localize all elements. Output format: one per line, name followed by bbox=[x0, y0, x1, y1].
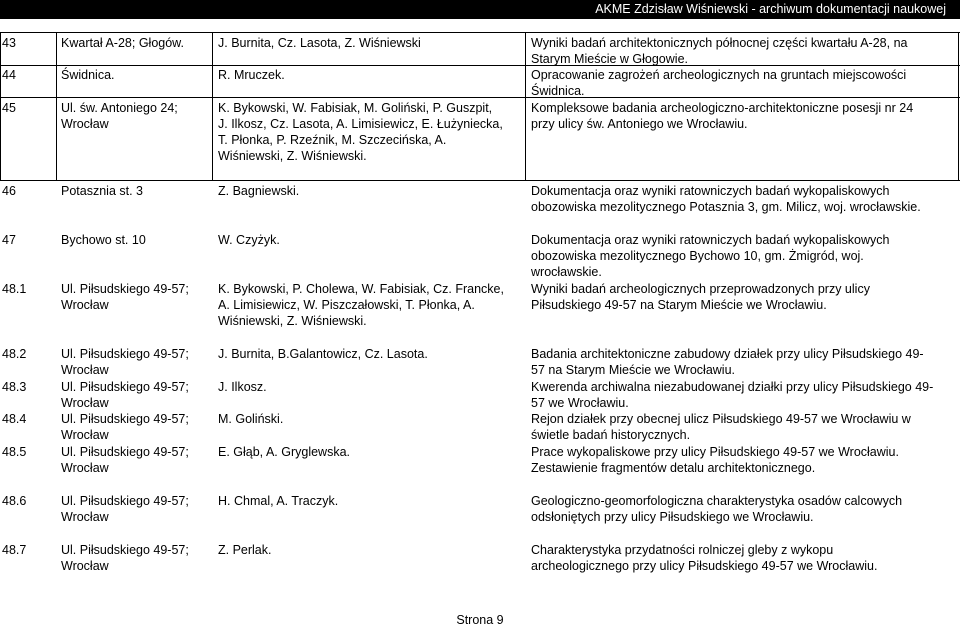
table-rule bbox=[0, 32, 1, 181]
record-authors: K. Bykowski, W. Fabisiak, M. Goliński, P. Guszpit, J. Ilkosz, Cz. Lasota, A. Limisiewicz, E. Łużyniecka, T. Płonka, P. Rzeźnik, M. Szczecińska, A. Wiśniewski, Z. Wiśniewski. bbox=[218, 101, 503, 163]
record-title: Rejon działek przy obecnej ulicz Piłsudskiego 49-57 we Wrocławiu w świetle badań historycznych. bbox=[531, 412, 911, 442]
table-rule bbox=[0, 32, 960, 33]
record-number: 48.3 bbox=[2, 380, 27, 394]
record-number: 48.1 bbox=[2, 282, 27, 296]
record-title: Kwerenda archiwalna niezabudowanej działki przy ulicy Piłsudskiego 49- 57 we Wrocławiu. bbox=[531, 380, 934, 410]
record-title: Dokumentacja oraz wyniki ratowniczych badań wykopaliskowych obozowiska mezolitycznego Bychowo 10, gm. Żmigród, woj. wrocławskie. bbox=[531, 233, 890, 279]
record-location: Ul. Piłsudskiego 49-57; Wrocław bbox=[61, 412, 189, 442]
record-location: Ul. Piłsudskiego 49-57; Wrocław bbox=[61, 282, 189, 312]
record-title: Charakterystyka przydatności rolniczej gleby z wykopu archeologicznego przy ulicy Piłsudskiego 49-57 we Wrocławiu. bbox=[531, 543, 878, 573]
record-title: Wyniki badań architektonicznych północnej części kwartału A-28, na Starym Mieście w Głogowie. bbox=[531, 36, 908, 66]
table-rule bbox=[0, 180, 960, 181]
record-location: Potasznia st. 3 bbox=[61, 184, 143, 198]
record-title: Wyniki badań archeologicznych przeprowadzonych przy ulicy Piłsudskiego 49-57 na Starym Mieście we Wrocławiu. bbox=[531, 282, 870, 312]
record-authors: H. Chmal, A. Traczyk. bbox=[218, 494, 339, 508]
record-authors: Z. Perlak. bbox=[218, 543, 272, 557]
record-authors: J. Ilkosz. bbox=[218, 380, 267, 394]
record-number: 46 bbox=[2, 184, 16, 198]
record-authors: W. Czyżyk. bbox=[218, 233, 280, 247]
record-number: 48.5 bbox=[2, 445, 27, 459]
record-location: Świdnica. bbox=[61, 68, 115, 82]
table-rule bbox=[958, 32, 959, 181]
record-number: 43 bbox=[2, 36, 16, 50]
table-rule bbox=[212, 32, 213, 181]
record-location: Ul. Piłsudskiego 49-57; Wrocław bbox=[61, 543, 189, 573]
record-authors: K. Bykowski, P. Cholewa, W. Fabisiak, Cz. Francke, A. Limisiewicz, W. Piszczałowski, T. Płonka, A. Wiśniewski, Z. Wiśniewski. bbox=[218, 282, 504, 328]
record-authors: R. Mruczek. bbox=[218, 68, 285, 82]
record-location: Ul. Piłsudskiego 49-57; Wrocław bbox=[61, 347, 189, 377]
record-number: 45 bbox=[2, 101, 16, 115]
record-number: 48.7 bbox=[2, 543, 27, 557]
page-footer bbox=[0, 612, 960, 628]
record-authors: J. Burnita, B.Galantowicz, Cz. Lasota. bbox=[218, 347, 428, 361]
record-title: Opracowanie zagrożeń archeologicznych na gruntach miejscowości Świdnica. bbox=[531, 68, 907, 98]
record-authors: J. Burnita, Cz. Lasota, Z. Wiśniewski bbox=[218, 36, 421, 50]
record-title: Geologiczno-geomorfologiczna charakterystyka osadów calcowych odsłoniętych przy ulicy Piłsudskiego we Wrocławiu. bbox=[531, 494, 903, 524]
record-title: Prace wykopaliskowe przy ulicy Piłsudskiego 49-57 we Wrocławiu. Zestawienie fragmentów detalu architektonicznego. bbox=[531, 445, 899, 475]
record-title: Badania architektoniczne zabudowy działek przy ulicy Piłsudskiego 49- 57 na Starym Mieście we Wrocławiu. bbox=[531, 347, 924, 377]
record-authors: Z. Bagniewski. bbox=[218, 184, 300, 198]
header-title: AKME Zdzisław Wiśniewski - archiwum dokumentacji naukowej bbox=[595, 2, 946, 16]
record-location: Ul. Piłsudskiego 49-57; Wrocław bbox=[61, 445, 189, 475]
record-location: Ul. Piłsudskiego 49-57; Wrocław bbox=[61, 494, 189, 524]
record-number: 47 bbox=[2, 233, 16, 247]
record-location: Ul. Piłsudskiego 49-57; Wrocław bbox=[61, 380, 189, 410]
record-title: Kompleksowe badania archeologiczno-architektoniczne posesji nr 24 przy ulicy św. Antoniego we Wrocławiu. bbox=[531, 101, 914, 131]
table-rule bbox=[56, 32, 57, 181]
table-rule bbox=[525, 32, 526, 181]
record-authors: E. Głąb, A. Gryglewska. bbox=[218, 445, 350, 459]
record-number: 48.2 bbox=[2, 347, 27, 361]
record-number: 44 bbox=[2, 68, 16, 82]
record-number: 48.4 bbox=[2, 412, 27, 426]
record-title: Dokumentacja oraz wyniki ratowniczych badań wykopaliskowych obozowiska mezolitycznego Potasznia 3, gm. Milicz, woj. wrocławskie. bbox=[531, 184, 921, 214]
record-location: Bychowo st. 10 bbox=[61, 233, 146, 247]
record-authors: M. Goliński. bbox=[218, 412, 284, 426]
record-number: 48.6 bbox=[2, 494, 27, 508]
page-number: Strona 9 bbox=[456, 613, 504, 627]
record-location: Ul. św. Antoniego 24; Wrocław bbox=[61, 101, 178, 131]
record-location: Kwartał A-28; Głogów. bbox=[61, 36, 184, 50]
